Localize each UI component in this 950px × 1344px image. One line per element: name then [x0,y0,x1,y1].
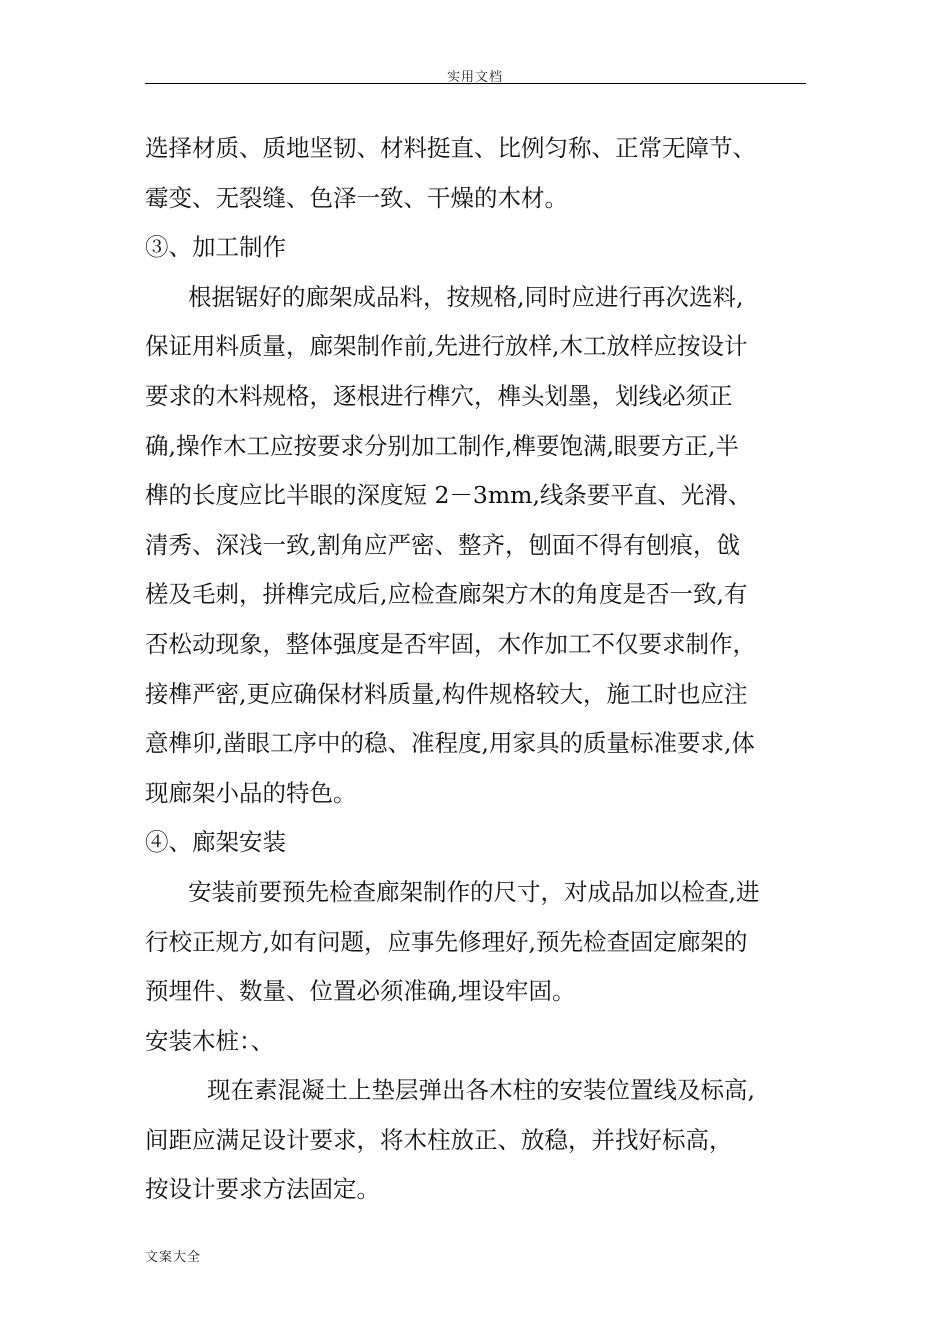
text-line: 安装木桩：、 [145,1026,275,1055]
text-line: 否松动现象，整体强度是否牢固，木作加工不仅要求制作， [145,629,756,658]
text-line: 保证用料质量，廊架制作前,先进行放样,木工放样应按设计 [145,332,748,361]
text-line: 按设计要求方法固定。 [145,1175,380,1204]
text-line: 行校正规方,如有问题，应事先修理好,预先检查固定廊架的 [145,927,748,956]
text-line: 接榫严密,更应确保材料质量,构件规格较大，施工时也应注 [145,679,748,708]
text-line: 预埋件、数量、位置必须准确,埋设牢固。 [145,977,576,1006]
text-line: 现在素混凝土上垫层弹出各木柱的安装位置线及标高, [207,1076,755,1105]
text-line: 安装前要预先检查廊架制作的尺寸，对成品加以检查,进 [188,877,760,906]
text-line: 要求的木料规格，逐根进行榫穴，榫头划墨，划线必须正 [145,381,733,410]
text-line: 清秀、深浅一致,割角应严密、整齐，刨面不得有刨痕，戗 [145,530,740,559]
text-line: 槎及毛刺，拼榫完成后,应检查廊架方木的角度是否一致,有 [145,580,748,609]
header-divider [145,83,806,84]
text-line: 现廊架小品的特色。 [145,778,357,807]
document-body [145,124,809,1215]
text-line: 霉变、无裂缝、色泽一致、干燥的木材。 [145,183,568,212]
text-line: ④、廊架安装 [145,828,286,857]
text-line: 选择材质、质地坚韧、材料挺直、比例匀称、正常无障节、 [145,134,756,162]
text-line: 间距应满足设计要求，将木柱放正、放稳，并找好标高， [145,1125,733,1154]
text-line: 榫的长度应比半眼的深度短 2－3mm,线条要平直、光滑、 [145,481,752,510]
text-line: ③、加工制作 [145,233,286,262]
page-header-title: 实用文档 [446,70,503,85]
text-line: 意榫卯,凿眼工序中的稳、准程度,用家具的质量标准要求,体 [145,729,755,758]
text-line: 根据锯好的廊架成品料，按规格,同时应进行再次选料, [188,282,744,311]
page-footer-text: 文案大全 [145,1250,202,1265]
text-line: 确,操作木工应按要求分别加工制作,榫要饱满,眼要方正,半 [145,431,739,460]
